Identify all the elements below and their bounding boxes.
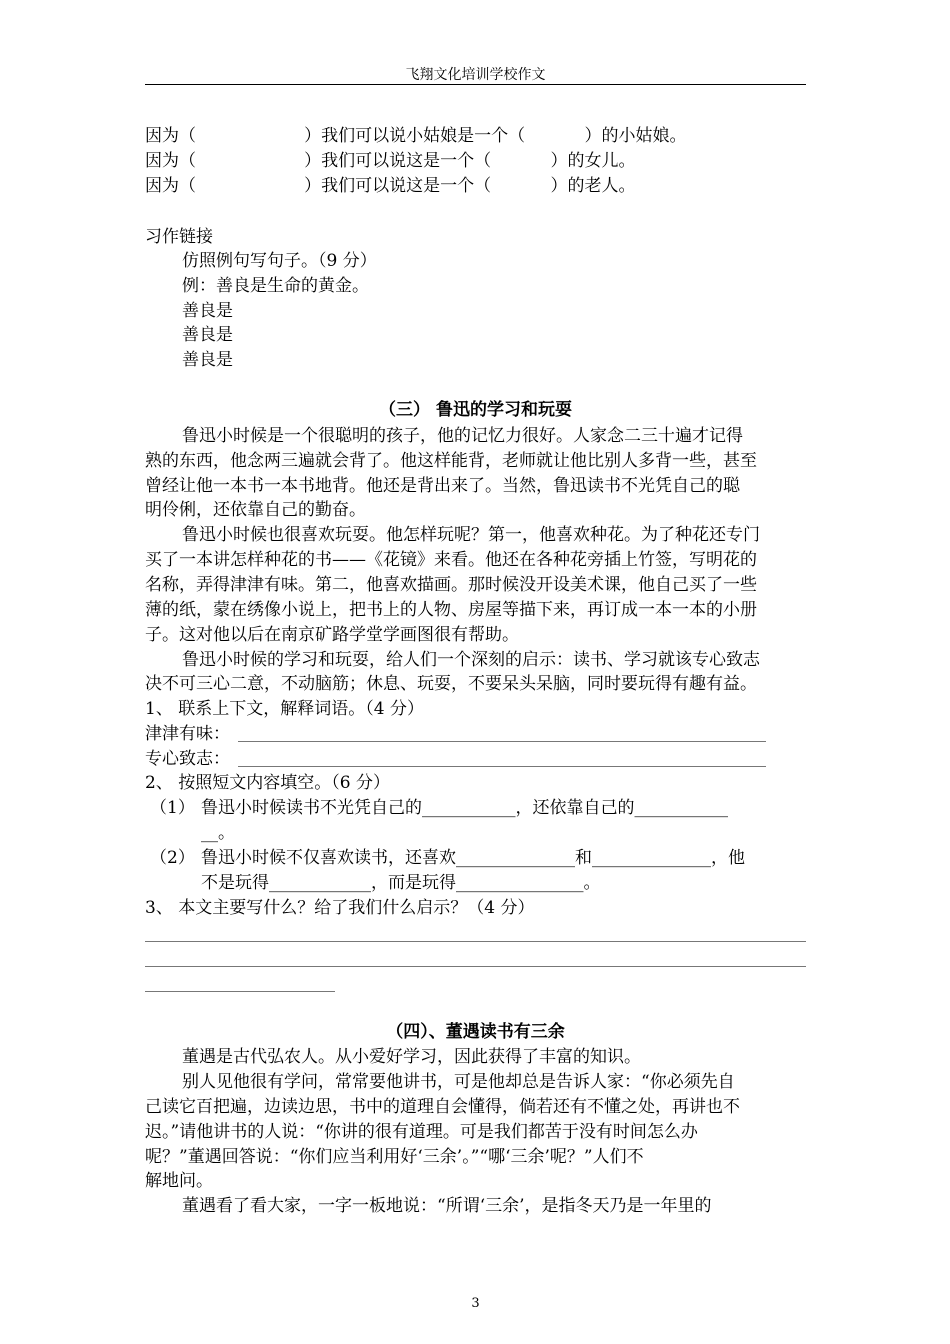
fill-line: 因为（ ）我们可以说这是一个（ ）的老人。 (145, 176, 636, 196)
sub-question-number: （2） (150, 848, 195, 868)
paragraph-line: 己读它百把遍，边读边思，书中的道理自会懂得，倘若还有不懂之处，再讲也不 (145, 1097, 740, 1117)
answer-label: 专心致志： (145, 749, 230, 769)
section-title: （三） 鲁迅的学习和玩耍 (379, 400, 572, 420)
practice-example: 例：善良是生命的黄金。 (182, 276, 369, 296)
paragraph-line: 鲁迅小时候是一个很聪明的孩子，他的记忆力很好。人家念二三十遍才记得 (182, 426, 743, 446)
question-3: 3、 本文主要写什么？给了我们什么启示？（4 分） (145, 898, 535, 918)
sub-question-text: 不是玩得____________，而是玩得_______________。 (201, 873, 601, 893)
practice-instruction: 仿照例句写句子。（9 分） (182, 251, 377, 271)
paragraph-line: 买了一本讲怎样种花的书——《花镜》来看。他还在各种花旁插上竹签，写明花的 (145, 550, 757, 570)
practice-heading: 习作链接 (145, 227, 213, 247)
practice-prompt: 善良是 (182, 325, 233, 345)
answer-line[interactable] (238, 741, 766, 742)
sub-question-number: （1） (150, 798, 195, 818)
sub-question-text: 鲁迅小时候读书不光凭自己的___________，还依靠自己的___________ (201, 798, 728, 818)
paragraph-line: 呢？”董遇回答说：“你们应当利用好‘三余’。”“哪‘三余’呢？”人们不 (145, 1147, 644, 1167)
paragraph-line: 解地问。 (145, 1171, 213, 1191)
answer-line[interactable] (145, 966, 806, 967)
answer-line[interactable] (145, 991, 335, 992)
fill-line: 因为（ ）我们可以说这是一个（ ）的女儿。 (145, 151, 636, 171)
sub-question-text: __。 (201, 823, 235, 843)
paragraph-line: 别人见他很有学问，常常要他讲书，可是他却总是告诉人家：“你必须先自 (182, 1072, 735, 1092)
paragraph-line: 子。这对他以后在南京矿路学堂学画图很有帮助。 (145, 625, 519, 645)
practice-prompt: 善良是 (182, 301, 233, 321)
paragraph-line: 鲁迅小时候的学习和玩耍，给人们一个深刻的启示：读书、学习就该专心致志 (182, 650, 760, 670)
answer-line[interactable] (238, 766, 766, 767)
question-2: 2、 按照短文内容填空。（6 分） (145, 773, 390, 793)
fill-line: 因为（ ）我们可以说小姑娘是一个（ ）的小姑娘。 (145, 126, 687, 146)
paragraph-line: 决不可三心二意，不动脑筋；休息、玩耍，不要呆头呆脑，同时要玩得有趣有益。 (145, 674, 757, 694)
paragraph-line: 董遇是古代弘农人。从小爱好学习，因此获得了丰富的知识。 (182, 1047, 641, 1067)
practice-prompt: 善良是 (182, 350, 233, 370)
answer-label: 津津有味： (145, 724, 230, 744)
paragraph-line: 名称，弄得津津有味。第二，他喜欢描画。那时候没开设美术课，他自己买了一些 (145, 575, 757, 595)
paragraph-line: 薄的纸，蒙在绣像小说上，把书上的人物、房屋等描下来，再订成一本一本的小册 (145, 600, 757, 620)
paragraph-line: 迟。”请他讲书的人说：“你讲的很有道理。可是我们都苦于没有时间怎么办 (145, 1122, 698, 1142)
section-title: （四）、董遇读书有三余 (386, 1022, 565, 1042)
sub-question-text: 鲁迅小时候不仅喜欢读书，还喜欢______________和______________，他 (201, 848, 745, 868)
paragraph-line: 曾经让他一本书一本书地背。他还是背出来了。当然，鲁迅读书不光凭自己的聪 (145, 476, 740, 496)
paragraph-line: 明伶俐，还依靠自己的勤奋。 (145, 500, 366, 520)
paragraph-line: 熟的东西，他念两三遍就会背了。他这样能背，老师就让他比别人多背一些，甚至 (145, 451, 757, 471)
paragraph-line: 鲁迅小时候也很喜欢玩耍。他怎样玩呢？第一，他喜欢种花。为了种花还专门 (182, 525, 760, 545)
paragraph-line: 董遇看了看大家，一字一板地说：“所谓‘三余’，是指冬天乃是一年里的 (182, 1196, 712, 1216)
header-divider (145, 84, 806, 85)
page-number: 3 (471, 1296, 480, 1311)
page-header: 飞翔文化培训学校作文 (405, 67, 546, 83)
answer-line[interactable] (145, 941, 806, 942)
question-1: 1、 联系上下文，解释词语。（4 分） (145, 699, 424, 719)
